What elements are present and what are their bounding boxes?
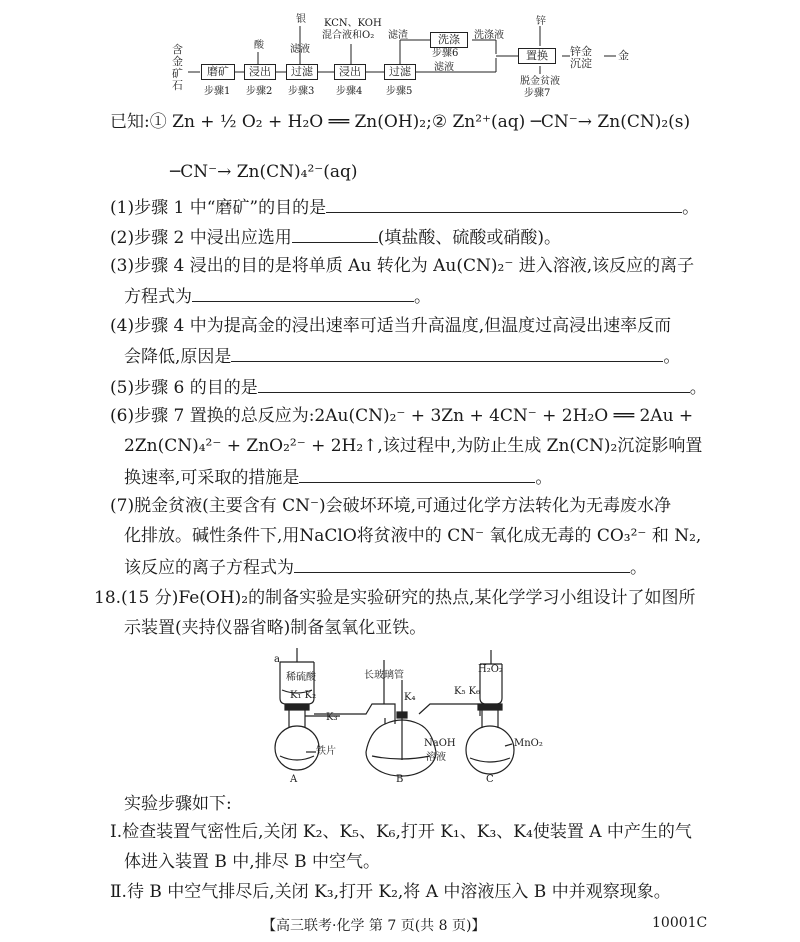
known-line-2: ─CN⁻→ Zn(CN)₄²⁻(aq)	[170, 162, 358, 182]
solution-label: 溶液	[426, 752, 446, 763]
question-1-text: (1)步骤 1 中“磨矿”的目的是	[110, 198, 327, 218]
apparatus-label-a: A	[290, 774, 298, 785]
question-7-text: 该反应的离子方程式为	[124, 558, 294, 578]
step-label-1: 步骤1	[204, 86, 231, 97]
step-1-line-1: Ⅰ.检查装置气密性后,关闭 K₂、K₅、K₆,打开 K₁、K₃、K₄使装置 A 中产生的气	[110, 822, 692, 842]
question-3-text: 方程式为	[124, 287, 192, 307]
question-4-line-1: (4)步骤 4 中为提高金的浸出速率可适当升高温度,但温度过高浸出速率反而	[110, 316, 672, 336]
valve-k1-k2[interactable]: K₁ K₂	[290, 690, 317, 701]
reagents-line-2: 混合液和O₂	[322, 30, 375, 41]
question-7-period: 。	[630, 558, 647, 578]
step-label-2: 步骤2	[246, 86, 273, 97]
question-3-period: 。	[414, 287, 431, 307]
gold-output: 金	[618, 49, 629, 62]
box-replacement: 置换	[518, 48, 556, 64]
barren-liquid-label: 脱金贫液	[520, 76, 560, 87]
box-washing: 洗涤	[430, 32, 468, 48]
question-7-line-1: (7)脱金贫液(主要含有 CN⁻)会破坏环境,可通过化学方法转化为无毒废水净	[110, 496, 672, 516]
box-leaching: 浸出	[244, 64, 276, 80]
valve-k3[interactable]: K₃	[326, 712, 338, 723]
steps-title: 实验步骤如下:	[124, 794, 232, 814]
ore-label: 含金矿石	[172, 43, 183, 92]
box-filtering-2: 过滤	[384, 64, 416, 80]
zinc-gold-precipitate: 锌金沉淀	[570, 45, 592, 70]
footer-code: 10001C	[652, 915, 708, 931]
valve-k4[interactable]: K₄	[404, 692, 416, 703]
step-label-7: 步骤7	[524, 88, 551, 99]
label-a-inlet: a	[274, 654, 280, 665]
step-label-3: 步骤3	[288, 86, 315, 97]
question-5-period: 。	[689, 378, 707, 398]
question-5-text: (5)步骤 6 的目的是	[110, 378, 258, 398]
question-18-line-2: 示装置(夹持仪器省略)制备氢氧化亚铁。	[124, 618, 427, 638]
step-label-4: 步骤4	[336, 86, 363, 97]
residue-label: 滤渣	[388, 30, 408, 41]
long-glass-tube-label: 长玻璃管	[364, 670, 404, 681]
question-18-line-1: 18.(15 分)Fe(OH)₂的制备实验是实验研究的热点,某化学学习小组设计了如图所	[94, 588, 696, 608]
step-label-5: 步骤5	[386, 86, 413, 97]
footer-page-info: 【高三联考·化学 第 7 页(共 8 页)】	[262, 918, 486, 934]
box-leaching-2: 浸出	[334, 64, 366, 80]
reagents-line-1: KCN、KOH	[324, 18, 382, 29]
question-2-tail: (填盐酸、硫酸或硝酸)。	[377, 228, 561, 248]
step-2: Ⅱ.待 B 中空气排尽后,关闭 K₃,打开 K₂,将 A 中溶液压入 B 中并观察现象。	[110, 882, 671, 902]
naoh-label: NaOH	[424, 738, 456, 749]
question-7-line-2: 化排放。碱性条件下,用NaClO将贫液中的 CN⁻ 氧化成无毒的 CO₃²⁻ 和 N₂,	[124, 526, 702, 546]
box-filtering: 过滤	[286, 64, 318, 80]
apparatus-label-c: C	[486, 774, 494, 785]
known-line-1: 已知:① Zn + ½ O₂ + H₂O ══ Zn(OH)₂;② Zn²⁺(aq) ─CN⁻→ Zn(CN)₂(s)	[110, 112, 691, 132]
acid-label: 酸	[254, 40, 264, 51]
question-4-text: 会降低,原因是	[124, 347, 232, 367]
question-3-line-1: (3)步骤 4 浸出的目的是将单质 Au 转化为 Au(CN)₂⁻ 进入溶液,该反应的离子	[110, 256, 695, 276]
question-6-line-2: 2Zn(CN)₄²⁻ + ZnO₂²⁻ + 2H₂↑,该过程中,为防止生成 Zn(CN)₂沉淀影响置	[124, 436, 703, 456]
step-1-line-2: 体进入装置 B 中,排尽 B 中空气。	[124, 852, 381, 872]
question-1-period: 。	[682, 198, 700, 218]
mno2-label: MnO₂	[514, 738, 543, 749]
question-2-text: (2)步骤 2 中浸出应选用	[110, 228, 292, 248]
question-6-text: 换速率,可采取的措施是	[124, 468, 300, 488]
silver-label: 银	[296, 14, 306, 25]
question-6-line-1: (6)步骤 7 置换的总反应为:2Au(CN)₂⁻ + 3Zn + 4CN⁻ + 2H₂O ══ 2Au +	[110, 406, 694, 426]
filtrate-label: 滤液	[290, 44, 310, 55]
step-label-6: 步骤6	[432, 48, 459, 59]
filtrate-label-2: 滤液	[434, 62, 454, 73]
zinc-label: 锌	[536, 16, 546, 27]
question-6-period: 。	[535, 468, 553, 488]
apparatus-label-b: B	[396, 774, 404, 785]
valve-k5-k6[interactable]: K₅ K₆	[454, 686, 481, 697]
dilute-acid-label: 稀硫酸	[286, 672, 316, 683]
h2o2-label: H₂O₂	[478, 664, 503, 675]
question-4-period: 。	[663, 347, 681, 367]
iron-sheet-label: 铁片	[316, 746, 336, 757]
box-grinding: 磨矿	[201, 64, 235, 80]
washing-liquid-label: 洗涤液	[474, 30, 504, 41]
